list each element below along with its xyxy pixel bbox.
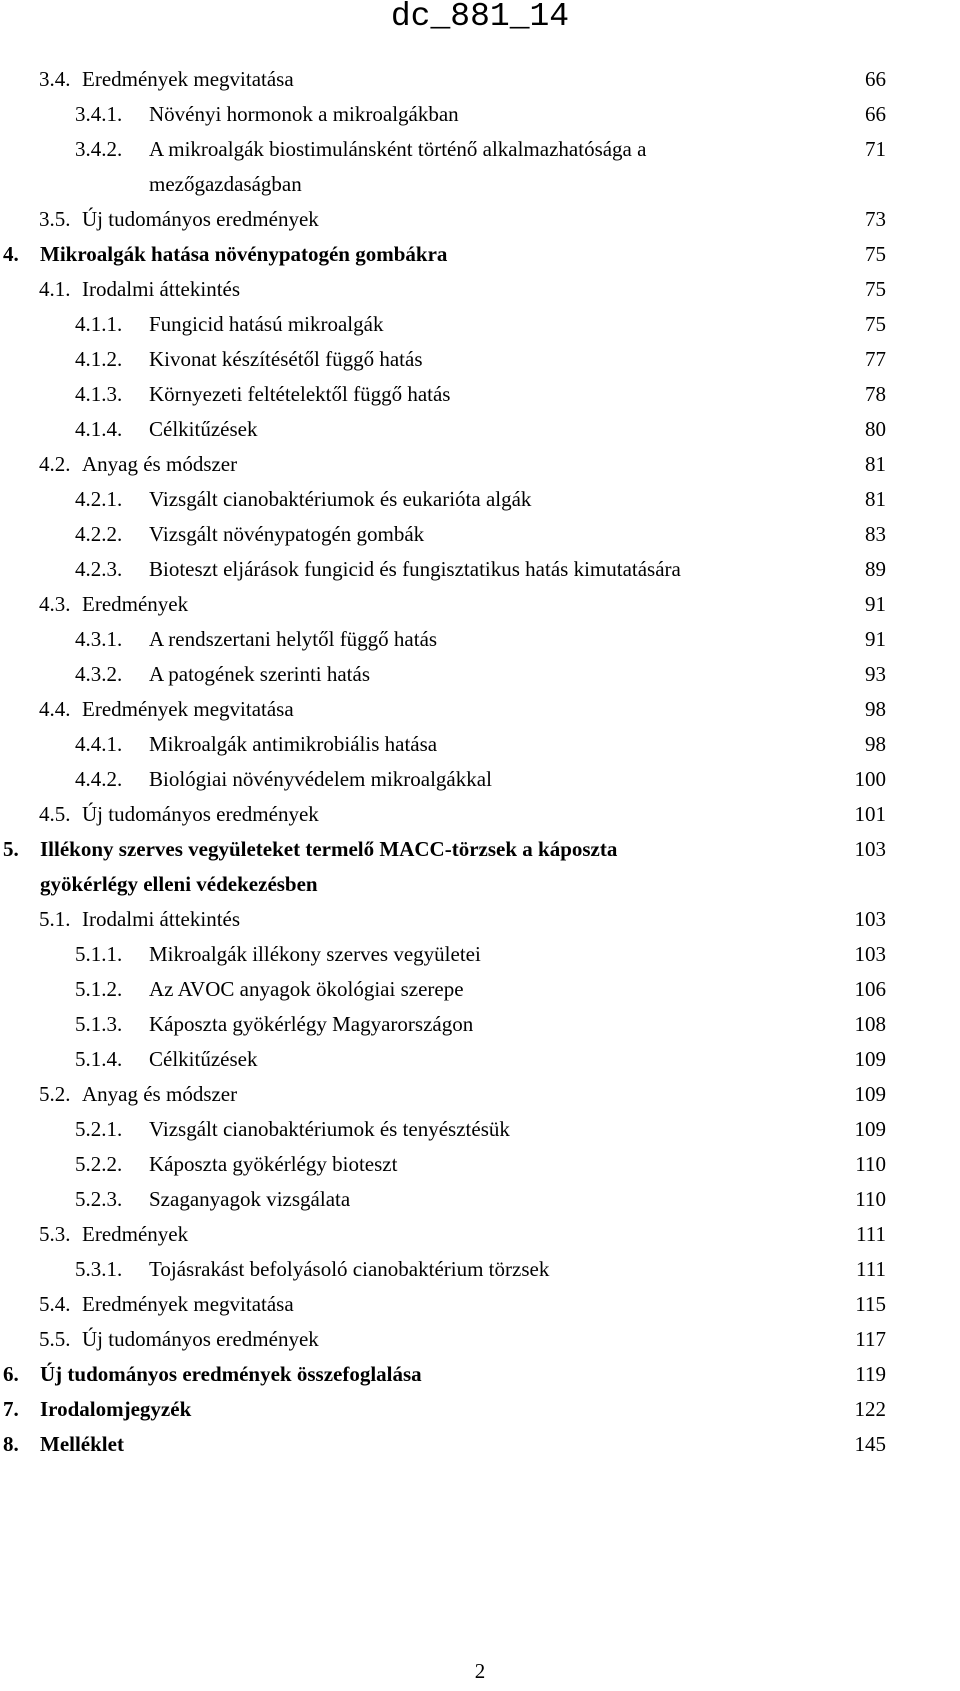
- toc-entry: [0, 1287, 960, 1322]
- toc-entry-page: 77: [865, 347, 886, 371]
- toc-entry-page: 111: [856, 1257, 886, 1281]
- toc-entry-page: 66: [865, 67, 886, 91]
- toc-entry-page: 109: [854, 1047, 886, 1071]
- toc-entry-number: 5.1.3.: [75, 1012, 123, 1036]
- toc-entry: [0, 272, 960, 307]
- toc-entry: [0, 202, 960, 237]
- toc-entry-title: Célkitűzések: [149, 1047, 258, 1071]
- toc-entry-title: Új tudományos eredmények: [82, 1327, 319, 1351]
- toc-entry-page: 110: [855, 1187, 886, 1211]
- toc-entry-page: 103: [854, 907, 886, 931]
- toc-entry-title: A mikroalgák biostimulánsként történő alkalmazhatósága a mezőgazdaságban: [149, 137, 647, 196]
- toc-entry: [0, 62, 960, 97]
- toc-entry-number: 5.4.: [39, 1292, 71, 1316]
- toc-entry: [0, 377, 960, 412]
- toc-entry-title: Mikroalgák hatása növénypatogén gombákra: [40, 242, 448, 266]
- toc-entry-title: Vizsgált cianobaktériumok és tenyésztésük: [149, 1117, 510, 1141]
- toc-entry-title: Környezeti feltételektől függő hatás: [149, 382, 451, 406]
- toc-entry-page: 89: [865, 557, 886, 581]
- toc-entry: [0, 1217, 960, 1252]
- toc-entry-number: 7.: [3, 1397, 19, 1421]
- toc-entry-number: 3.4.1.: [75, 102, 123, 126]
- document-header: dc_881_14: [390, 0, 570, 35]
- toc-entry-page: 100: [854, 767, 886, 791]
- toc-entry: [0, 552, 960, 587]
- toc-entry-page: 145: [854, 1432, 886, 1456]
- toc-entry: [0, 1112, 960, 1147]
- toc-entry-page: 78: [865, 382, 886, 406]
- toc-entry: [0, 1357, 960, 1392]
- toc-entry-number: 5.2.2.: [75, 1152, 123, 1176]
- toc-entry: [0, 1392, 960, 1427]
- toc-entry-title: Bioteszt eljárások fungicid és fungisztatikus hatás kimutatására: [149, 557, 681, 581]
- toc-entry-title: Új tudományos eredmények: [82, 207, 319, 231]
- toc-entry-number: 4.2.: [39, 452, 71, 476]
- toc-entry-number: 5.1.1.: [75, 942, 123, 966]
- toc-entry-page: 119: [855, 1362, 886, 1386]
- toc-entry-title: Célkitűzések: [149, 417, 258, 441]
- page-number: 2: [474, 1659, 486, 1683]
- toc-entry-title: Kivonat készítésétől függő hatás: [149, 347, 423, 371]
- toc-entry-title: Biológiai növényvédelem mikroalgákkal: [149, 767, 492, 791]
- toc-entry: [0, 797, 960, 832]
- toc-entry: [0, 1042, 960, 1077]
- toc-entry: [0, 1427, 960, 1462]
- toc-entry-title: Illékony szerves vegyületeket termelő MACC-törzsek a káposzta gyökérlégy elleni védekezésben: [40, 837, 618, 896]
- toc-entry-page: 83: [865, 522, 886, 546]
- toc-entry-page: 75: [865, 312, 886, 336]
- toc-entry-number: 4.5.: [39, 802, 71, 826]
- toc-entry-number: 5.: [3, 837, 19, 861]
- toc-entry-title: A rendszertani helytől függő hatás: [149, 627, 438, 651]
- toc-entry-page: 122: [854, 1397, 886, 1421]
- toc-entry: [0, 412, 960, 447]
- toc-entry-page: 111: [856, 1222, 886, 1246]
- toc-entry-page: 66: [865, 102, 886, 126]
- toc-entry-number: 6.: [3, 1362, 19, 1386]
- toc-entry-title: Irodalmi áttekintés: [82, 277, 241, 301]
- toc-entry-page: 91: [865, 627, 886, 651]
- toc-entry: [0, 517, 960, 552]
- toc-entry: [0, 1077, 960, 1112]
- toc-entry-title: Irodalmi áttekintés: [82, 907, 241, 931]
- toc-entry: [0, 1322, 960, 1357]
- toc-entry-page: 109: [854, 1082, 886, 1106]
- toc-entry-page: 75: [865, 277, 886, 301]
- toc-entry-page: 117: [855, 1327, 886, 1351]
- toc-entry-page: 81: [865, 452, 886, 476]
- toc-entry-title: Új tudományos eredmények: [82, 802, 319, 826]
- toc-entry-number: 4.2.2.: [75, 522, 123, 546]
- toc-entry-page: 103: [854, 837, 886, 861]
- toc-entry: [0, 1147, 960, 1182]
- toc-entry-title: Káposzta gyökérlégy bioteszt: [149, 1152, 398, 1176]
- toc-entry: [0, 902, 960, 937]
- toc-entry-title: Új tudományos eredmények összefoglalása: [40, 1362, 422, 1386]
- toc-entry-page: 115: [855, 1292, 886, 1316]
- toc-entry: [0, 972, 960, 1007]
- toc-entry-title: Mikroalgák illékony szerves vegyületei: [149, 942, 481, 966]
- toc-entry-number: 4.1.: [39, 277, 71, 301]
- toc-entry-page: 81: [865, 487, 886, 511]
- toc-entry-title: Szaganyagok vizsgálata: [149, 1187, 351, 1211]
- toc-entry-number: 4.3.1.: [75, 627, 123, 651]
- toc-entry-number: 3.4.: [39, 67, 71, 91]
- toc-entry: [0, 1007, 960, 1042]
- toc-entry-number: 5.5.: [39, 1327, 71, 1351]
- toc-entry-title: Vizsgált növénypatogén gombák: [149, 522, 425, 546]
- toc-entry-page: 108: [854, 1012, 886, 1036]
- toc-entry: [0, 1182, 960, 1217]
- toc-entry-page: 73: [865, 207, 886, 231]
- toc-entry-title: Tojásrakást befolyásoló cianobaktérium törzsek: [149, 1257, 550, 1281]
- toc-entry-page: 110: [855, 1152, 886, 1176]
- toc-entry-number: 5.1.: [39, 907, 71, 931]
- toc-entry: [0, 762, 960, 797]
- toc-entry: [0, 1252, 960, 1287]
- toc-entry-number: 5.3.1.: [75, 1257, 123, 1281]
- toc-entry-page: 98: [865, 697, 886, 721]
- toc-entry-number: 4.4.1.: [75, 732, 123, 756]
- toc-entry-number: 4.4.2.: [75, 767, 123, 791]
- toc-entry-page: 71: [865, 137, 886, 161]
- toc-entry: [0, 447, 960, 482]
- toc-entry-number: 4.1.4.: [75, 417, 123, 441]
- toc-entry-title: Növényi hormonok a mikroalgákban: [149, 102, 459, 126]
- toc-entry-title: Eredmények: [82, 1222, 189, 1246]
- toc-entry-number: 5.3.: [39, 1222, 71, 1246]
- toc-entry-number: 4.1.1.: [75, 312, 123, 336]
- toc-entry-number: 4.1.3.: [75, 382, 123, 406]
- toc-entry-page: 109: [854, 1117, 886, 1141]
- toc-entry: [0, 482, 960, 517]
- toc-entry-title: Vizsgált cianobaktériumok és eukarióta algák: [149, 487, 532, 511]
- toc-entry: [0, 622, 960, 657]
- toc-entry-title: Melléklet: [40, 1432, 124, 1456]
- toc-entry: [0, 97, 960, 132]
- toc-entry-title: A patogének szerinti hatás: [149, 662, 371, 686]
- toc-entry-number: 5.2.1.: [75, 1117, 123, 1141]
- toc-entry-number: 4.3.2.: [75, 662, 123, 686]
- toc-entry: [0, 727, 960, 762]
- toc-entry-page: 106: [854, 977, 886, 1001]
- toc-entry-title: Eredmények megvitatása: [82, 67, 294, 91]
- toc-entry-title: Káposzta gyökérlégy Magyarországon: [149, 1012, 474, 1036]
- toc-entry-number: 5.2.3.: [75, 1187, 123, 1211]
- toc-entry-title: Eredmények megvitatása: [82, 1292, 294, 1316]
- toc-entry-number: 5.1.2.: [75, 977, 123, 1001]
- toc-entry-number: 4.3.: [39, 592, 71, 616]
- toc-entry-number: 4.2.3.: [75, 557, 123, 581]
- toc-entry-page: 80: [865, 417, 886, 441]
- toc-entry-title: Eredmények megvitatása: [82, 697, 294, 721]
- toc-entry-number: 4.1.2.: [75, 347, 123, 371]
- toc-entry-number: 4.: [3, 242, 19, 266]
- toc-entry: [0, 307, 960, 342]
- table-of-contents: [0, 62, 960, 1462]
- toc-entry-page: 93: [865, 662, 886, 686]
- toc-entry-title: Anyag és módszer: [82, 452, 238, 476]
- toc-entry: [0, 587, 960, 622]
- toc-entry: [0, 692, 960, 727]
- toc-entry: [0, 237, 960, 272]
- toc-entry-title: Az AVOC anyagok ökológiai szerepe: [149, 977, 464, 1001]
- toc-entry-title: Fungicid hatású mikroalgák: [149, 312, 384, 336]
- toc-entry: [0, 832, 960, 902]
- toc-entry-page: 103: [854, 942, 886, 966]
- toc-entry-number: 5.2.: [39, 1082, 71, 1106]
- toc-entry: [0, 132, 960, 202]
- toc-entry: [0, 937, 960, 972]
- toc-entry-page: 101: [854, 802, 886, 826]
- toc-entry-number: 5.1.4.: [75, 1047, 123, 1071]
- toc-entry-page: 98: [865, 732, 886, 756]
- toc-entry-page: 91: [865, 592, 886, 616]
- toc-entry-number: 3.4.2.: [75, 137, 123, 161]
- toc-entry: [0, 657, 960, 692]
- toc-entry-page: 75: [865, 242, 886, 266]
- toc-entry-title: Mikroalgák antimikrobiális hatása: [149, 732, 438, 756]
- toc-entry: [0, 342, 960, 377]
- toc-entry-title: Eredmények: [82, 592, 189, 616]
- toc-entry-title: Anyag és módszer: [82, 1082, 238, 1106]
- toc-entry-number: 4.2.1.: [75, 487, 123, 511]
- toc-entry-title: Irodalomjegyzék: [40, 1397, 192, 1421]
- toc-entry-number: 4.4.: [39, 697, 71, 721]
- toc-entry-number: 3.5.: [39, 207, 71, 231]
- toc-entry-number: 8.: [3, 1432, 19, 1456]
